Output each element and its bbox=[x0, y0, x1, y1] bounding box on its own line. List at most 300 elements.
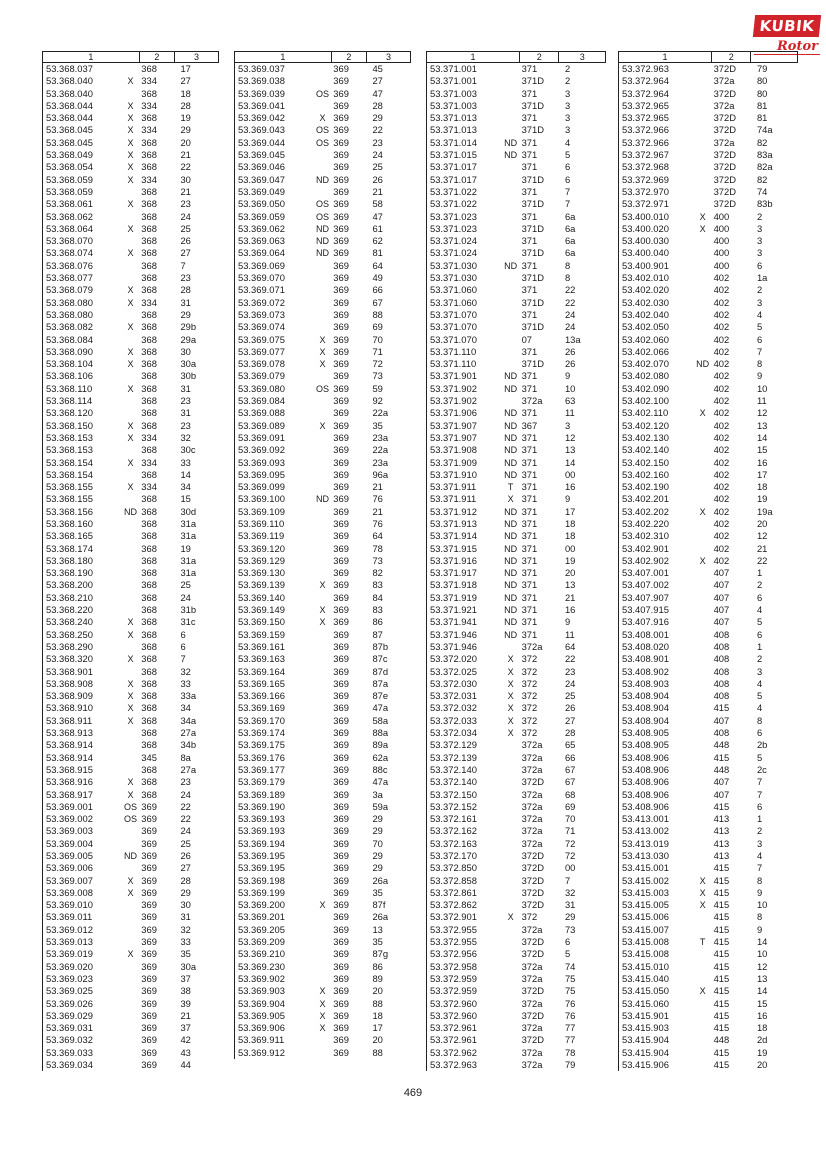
part-flag bbox=[314, 63, 332, 76]
table-row bbox=[427, 235, 606, 247]
reference-group: 369 bbox=[333, 161, 349, 173]
reference-item: 23 bbox=[180, 419, 191, 431]
table-row bbox=[619, 936, 798, 948]
table-row bbox=[619, 457, 798, 469]
part-number: 53.372.032 bbox=[430, 702, 477, 714]
part-number: 53.369.119 bbox=[238, 530, 285, 542]
part-number: 53.372.033 bbox=[430, 714, 477, 726]
reference-group: 368 bbox=[141, 112, 157, 124]
table-row bbox=[235, 481, 411, 493]
reference-item: 67 bbox=[564, 763, 576, 775]
part-flag bbox=[314, 407, 332, 419]
part-number: 53.368.180 bbox=[46, 554, 93, 566]
part-number: 53.408.901 bbox=[622, 653, 669, 665]
reference-group: 402 bbox=[713, 370, 730, 382]
reference-group: 408 bbox=[713, 677, 730, 689]
reference-item: 3a bbox=[372, 788, 383, 800]
reference-group: 371 bbox=[521, 112, 538, 124]
part-number: 53.369.193 bbox=[238, 825, 285, 837]
table-row bbox=[235, 616, 411, 628]
reference-item: 23 bbox=[180, 776, 191, 788]
part-number: 53.372.129 bbox=[430, 739, 477, 751]
reference-group: 402 bbox=[713, 530, 730, 542]
reference-group: 369 bbox=[333, 567, 349, 579]
table-row bbox=[427, 641, 606, 653]
part-number: 53.415.006 bbox=[622, 911, 669, 923]
reference-item: 74 bbox=[756, 185, 768, 197]
reference-group: 369 bbox=[333, 739, 349, 751]
part-flag bbox=[122, 1022, 140, 1034]
part-number: 53.372.901 bbox=[430, 911, 477, 923]
table-row bbox=[43, 432, 219, 444]
part-number: 53.369.912 bbox=[238, 1046, 285, 1058]
reference-item: 23 bbox=[180, 395, 191, 407]
reference-group: 448 bbox=[713, 739, 730, 751]
reference-group: 368 bbox=[141, 345, 157, 357]
part-flag bbox=[694, 309, 712, 321]
table-row bbox=[43, 198, 219, 210]
part-flag bbox=[502, 838, 520, 850]
table-row bbox=[43, 260, 219, 272]
part-number: 53.371.921 bbox=[430, 604, 477, 616]
table-row bbox=[427, 579, 606, 591]
reference-item: 65 bbox=[564, 739, 576, 751]
reference-item: 11 bbox=[564, 407, 575, 419]
part-number: 53.368.040 bbox=[46, 87, 93, 99]
part-flag: X bbox=[319, 334, 326, 345]
part-flag: ND bbox=[315, 223, 329, 234]
part-flag bbox=[122, 911, 140, 923]
part-flag bbox=[314, 518, 332, 530]
reference-item: 87c bbox=[372, 653, 388, 665]
reference-item: 32 bbox=[180, 923, 191, 935]
reference-group: 369 bbox=[141, 1059, 157, 1071]
reference-group: 415 bbox=[713, 899, 730, 911]
reference-group: 368 bbox=[141, 272, 157, 284]
parts-column-1 bbox=[42, 51, 219, 1071]
part-number: 53.372.140 bbox=[430, 776, 477, 788]
column-header: 3 bbox=[559, 52, 606, 63]
part-flag: ND bbox=[504, 137, 518, 148]
part-number: 53.369.176 bbox=[238, 751, 285, 763]
table-row bbox=[619, 370, 798, 382]
part-number: 53.369.006 bbox=[46, 862, 93, 874]
table-row bbox=[43, 444, 219, 456]
table-row bbox=[43, 383, 219, 395]
reference-group: 369 bbox=[333, 284, 349, 296]
reference-group: 402 bbox=[713, 468, 730, 480]
table-row bbox=[43, 223, 219, 235]
reference-group: 407 bbox=[713, 567, 730, 579]
part-flag: OS bbox=[315, 137, 329, 148]
reference-group: 369 bbox=[333, 272, 349, 284]
reference-item: 64 bbox=[564, 640, 576, 652]
part-number: 53.415.060 bbox=[622, 997, 669, 1009]
reference-group: 372D bbox=[521, 936, 544, 948]
reference-group: 372D bbox=[713, 173, 736, 185]
part-number: 53.368.082 bbox=[46, 321, 93, 333]
part-flag bbox=[122, 370, 140, 382]
reference-item: 69 bbox=[564, 800, 576, 812]
reference-item: 24 bbox=[180, 788, 191, 800]
table-row bbox=[235, 875, 411, 887]
reference-group: 371 bbox=[521, 259, 538, 271]
part-number: 53.369.072 bbox=[238, 296, 285, 308]
table-row bbox=[235, 137, 411, 149]
reference-group: 372 bbox=[521, 714, 538, 726]
table-row bbox=[619, 432, 798, 444]
part-number: 53.368.090 bbox=[46, 345, 93, 357]
part-flag bbox=[122, 579, 140, 591]
reference-item: 64 bbox=[372, 530, 383, 542]
reference-group: 371 bbox=[521, 530, 538, 542]
part-number: 53.368.110 bbox=[46, 382, 93, 394]
reference-item: 49 bbox=[372, 272, 383, 284]
reference-item: 26 bbox=[564, 345, 576, 357]
reference-group: 415 bbox=[713, 936, 730, 948]
part-number: 53.368.045 bbox=[46, 136, 93, 148]
reference-item: 26 bbox=[564, 358, 576, 370]
part-flag bbox=[694, 260, 712, 272]
part-number: 53.371.017 bbox=[430, 161, 477, 173]
reference-item: 34 bbox=[180, 481, 191, 493]
part-flag: ND bbox=[123, 851, 137, 861]
table-row bbox=[43, 506, 219, 518]
part-flag bbox=[502, 346, 520, 358]
table-row bbox=[43, 469, 219, 481]
part-number: 53.415.906 bbox=[622, 1059, 669, 1071]
reference-item: 23 bbox=[180, 272, 191, 284]
reference-item: 2c bbox=[756, 763, 767, 775]
part-number: 53.369.195 bbox=[238, 850, 285, 861]
part-flag bbox=[314, 629, 332, 641]
part-number: 53.368.911 bbox=[46, 714, 93, 726]
part-flag bbox=[694, 444, 712, 456]
reference-item: 2 bbox=[756, 653, 763, 665]
reference-item: 16 bbox=[756, 456, 768, 468]
table-row bbox=[43, 702, 219, 714]
reference-group: 368 bbox=[141, 247, 157, 259]
reference-group: 369 bbox=[333, 751, 349, 763]
part-number: 53.415.904 bbox=[622, 1046, 669, 1058]
reference-item: 5 bbox=[756, 321, 763, 333]
part-flag bbox=[122, 543, 140, 555]
reference-group: 368 bbox=[141, 579, 157, 591]
part-flag bbox=[694, 998, 712, 1010]
reference-group: 369 bbox=[333, 1046, 349, 1058]
reference-item: 6 bbox=[180, 628, 186, 640]
part-number: 53.368.160 bbox=[46, 517, 93, 529]
part-flag bbox=[694, 88, 712, 100]
reference-item: 9 bbox=[756, 923, 763, 935]
table-row bbox=[43, 678, 219, 690]
part-flag bbox=[314, 260, 332, 272]
reference-group: 334 bbox=[141, 481, 157, 493]
part-flag: ND bbox=[504, 543, 518, 554]
reference-item: 29a bbox=[180, 333, 197, 345]
reference-item: 3 bbox=[564, 124, 571, 136]
table-row bbox=[43, 961, 219, 973]
part-number: 53.369.088 bbox=[238, 407, 285, 419]
reference-group: 369 bbox=[333, 444, 349, 456]
part-number: 53.372.962 bbox=[430, 1046, 477, 1058]
part-flag bbox=[122, 1010, 140, 1022]
reference-group: 371D bbox=[521, 222, 544, 234]
reference-group: 368 bbox=[141, 210, 157, 222]
reference-group: 415 bbox=[713, 972, 730, 984]
table-row bbox=[235, 850, 411, 862]
table-row bbox=[43, 666, 219, 678]
part-flag bbox=[314, 161, 332, 173]
part-number: 53.369.043 bbox=[238, 124, 285, 136]
reference-group: 369 bbox=[333, 985, 349, 997]
table-row bbox=[619, 678, 798, 690]
reference-group: 368 bbox=[141, 382, 157, 394]
reference-item: 34b bbox=[180, 739, 197, 751]
part-flag: ND bbox=[315, 174, 329, 185]
reference-group: 415 bbox=[713, 862, 730, 874]
part-number: 53.408.020 bbox=[622, 640, 669, 652]
reference-item: 22 bbox=[180, 813, 191, 825]
reference-item: 23 bbox=[372, 136, 383, 148]
part-number: 53.371.911 bbox=[430, 493, 477, 505]
reference-group: 372a bbox=[521, 640, 543, 652]
table-row bbox=[235, 420, 411, 432]
table-row bbox=[43, 481, 219, 493]
part-flag bbox=[502, 112, 520, 124]
table-row bbox=[235, 530, 411, 542]
table-row bbox=[43, 543, 219, 555]
reference-item: 21 bbox=[564, 591, 576, 603]
reference-group: 372a bbox=[713, 99, 735, 111]
part-number: 53.369.161 bbox=[238, 640, 285, 652]
reference-group: 402 bbox=[713, 308, 730, 320]
table-row bbox=[427, 715, 606, 727]
part-number: 53.369.906 bbox=[238, 1022, 285, 1034]
reference-group: 371 bbox=[521, 628, 538, 640]
reference-item: 28 bbox=[180, 874, 191, 886]
part-number: 53.372.960 bbox=[430, 1009, 477, 1021]
reference-group: 371D bbox=[521, 296, 544, 308]
reference-group: 415 bbox=[713, 1009, 730, 1021]
part-number: 53.368.077 bbox=[46, 272, 93, 284]
table-row bbox=[43, 247, 219, 259]
part-number: 53.369.091 bbox=[238, 431, 285, 443]
reference-group: 369 bbox=[141, 886, 157, 898]
reference-group: 369 bbox=[333, 395, 349, 407]
reference-group: 369 bbox=[333, 862, 349, 874]
column-header bbox=[751, 52, 798, 63]
table-row bbox=[43, 370, 219, 382]
reference-item: 72 bbox=[372, 358, 383, 370]
reference-group: 372D bbox=[713, 149, 736, 161]
part-flag bbox=[502, 235, 520, 247]
part-number: 53.369.005 bbox=[46, 850, 93, 861]
parts-column-2 bbox=[234, 51, 411, 1059]
reference-item: 27 bbox=[180, 247, 191, 259]
table-row bbox=[619, 124, 798, 136]
parts-column-4 bbox=[618, 51, 798, 1071]
table-row bbox=[235, 395, 411, 407]
part-number: 53.369.210 bbox=[238, 948, 285, 960]
part-number: 53.369.038 bbox=[238, 75, 285, 87]
table-row bbox=[427, 813, 606, 825]
reference-item: 38 bbox=[180, 985, 191, 997]
reference-item: 28 bbox=[180, 284, 191, 296]
part-flag bbox=[314, 100, 332, 112]
reference-item: 21 bbox=[756, 542, 768, 554]
part-flag bbox=[314, 875, 332, 887]
part-flag bbox=[694, 825, 712, 837]
part-number: 53.369.073 bbox=[238, 308, 285, 320]
table-row bbox=[427, 850, 606, 862]
part-number: 53.369.110 bbox=[238, 517, 285, 529]
reference-group: 372 bbox=[521, 911, 538, 923]
reference-item: 14 bbox=[180, 468, 191, 480]
part-number: 53.369.174 bbox=[238, 727, 285, 739]
part-flag bbox=[694, 629, 712, 641]
table-row bbox=[235, 789, 411, 801]
part-flag bbox=[502, 395, 520, 407]
reference-group: 371 bbox=[521, 161, 538, 173]
table-row bbox=[619, 469, 798, 481]
reference-item: 2 bbox=[756, 825, 763, 837]
part-number: 53.369.193 bbox=[238, 813, 285, 825]
table-row bbox=[427, 911, 606, 923]
part-number: 53.369.099 bbox=[238, 481, 285, 493]
part-flag bbox=[314, 924, 332, 936]
reference-item: 3 bbox=[756, 247, 763, 259]
part-flag bbox=[314, 776, 332, 788]
part-number: 53.368.240 bbox=[46, 616, 93, 628]
table-row bbox=[427, 420, 606, 432]
reference-item: 31 bbox=[180, 382, 191, 394]
part-number: 53.368.210 bbox=[46, 591, 93, 603]
part-number: 53.368.153 bbox=[46, 431, 93, 443]
table-row bbox=[619, 137, 798, 149]
part-number: 53.371.913 bbox=[430, 517, 477, 529]
part-flag bbox=[314, 469, 332, 481]
part-number: 53.369.902 bbox=[238, 972, 285, 984]
part-number: 53.371.110 bbox=[430, 345, 477, 357]
part-flag bbox=[122, 493, 140, 505]
part-flag bbox=[314, 862, 332, 874]
table-row bbox=[427, 899, 606, 911]
part-number: 53.368.914 bbox=[46, 739, 93, 751]
reference-item: 24 bbox=[564, 677, 576, 689]
reference-item: 7 bbox=[180, 259, 186, 271]
part-flag: X bbox=[127, 125, 134, 136]
table-row bbox=[427, 690, 606, 702]
table-row bbox=[235, 174, 411, 186]
part-flag bbox=[694, 862, 712, 874]
reference-item: 7 bbox=[564, 185, 571, 197]
reference-group: 371 bbox=[521, 456, 538, 468]
table-row bbox=[43, 88, 219, 100]
part-number: 53.369.062 bbox=[238, 222, 285, 234]
reference-item: 4 bbox=[756, 308, 763, 320]
table-row bbox=[619, 789, 798, 801]
part-flag: ND bbox=[504, 371, 518, 382]
reference-group: 334 bbox=[141, 296, 157, 308]
part-flag bbox=[694, 100, 712, 112]
reference-group: 368 bbox=[141, 87, 157, 99]
part-flag bbox=[122, 88, 140, 100]
table-row bbox=[235, 579, 411, 591]
table-row bbox=[235, 555, 411, 567]
part-number: 53.371.023 bbox=[430, 222, 477, 234]
reference-item: 5 bbox=[756, 690, 763, 702]
reference-group: 371 bbox=[521, 63, 538, 74]
part-flag: X bbox=[699, 408, 706, 419]
part-flag: X bbox=[699, 986, 706, 997]
part-number: 53.407.001 bbox=[622, 567, 669, 579]
part-number: 53.415.008 bbox=[622, 948, 669, 960]
reference-item: 8 bbox=[564, 272, 571, 284]
reference-item: 35 bbox=[372, 936, 383, 948]
table-row bbox=[427, 186, 606, 198]
part-flag: X bbox=[319, 605, 326, 616]
part-number: 53.369.130 bbox=[238, 567, 285, 579]
reference-item: 75 bbox=[564, 985, 576, 997]
part-number: 53.371.030 bbox=[430, 272, 477, 284]
reference-item: 15 bbox=[756, 997, 768, 1009]
part-number: 53.369.179 bbox=[238, 776, 285, 788]
part-number: 53.368.174 bbox=[46, 542, 93, 554]
part-number: 53.368.153 bbox=[46, 444, 93, 456]
part-number: 53.368.250 bbox=[46, 628, 93, 640]
part-flag bbox=[314, 395, 332, 407]
reference-group: 371 bbox=[521, 87, 538, 99]
reference-item: 29 bbox=[372, 850, 383, 861]
part-number: 53.372.955 bbox=[430, 923, 477, 935]
part-number: 53.368.080 bbox=[46, 296, 93, 308]
part-flag: ND bbox=[315, 248, 329, 259]
reference-group: 415 bbox=[713, 1059, 730, 1071]
reference-group: 407 bbox=[713, 604, 730, 616]
table-row bbox=[619, 383, 798, 395]
part-number: 53.368.154 bbox=[46, 456, 93, 468]
column-header: 1 bbox=[235, 52, 332, 63]
part-number: 53.368.120 bbox=[46, 407, 93, 419]
reference-group: 369 bbox=[141, 1022, 157, 1034]
part-flag bbox=[694, 370, 712, 382]
reference-group: 371 bbox=[521, 468, 538, 480]
part-flag bbox=[694, 272, 712, 284]
table-row bbox=[235, 641, 411, 653]
table-row bbox=[427, 297, 606, 309]
reference-item: 79 bbox=[756, 63, 768, 74]
reference-item: 30 bbox=[180, 899, 191, 911]
reference-group: 368 bbox=[141, 370, 157, 382]
part-flag bbox=[122, 764, 140, 776]
part-flag bbox=[502, 825, 520, 837]
reference-group: 368 bbox=[141, 714, 157, 726]
table-row bbox=[43, 776, 219, 788]
part-number: 53.372.861 bbox=[430, 886, 477, 898]
table-row bbox=[427, 567, 606, 579]
part-number: 53.402.080 bbox=[622, 370, 669, 382]
reference-item: 77 bbox=[564, 1022, 576, 1034]
reference-group: 369 bbox=[141, 1046, 157, 1058]
reference-group: 372a bbox=[521, 739, 543, 751]
reference-item: 42 bbox=[180, 1034, 191, 1046]
reference-item: 3 bbox=[756, 837, 763, 849]
part-flag bbox=[314, 75, 332, 87]
reference-item: 29b bbox=[180, 321, 197, 333]
reference-item: 35 bbox=[180, 948, 191, 960]
part-number: 53.369.080 bbox=[238, 382, 285, 394]
